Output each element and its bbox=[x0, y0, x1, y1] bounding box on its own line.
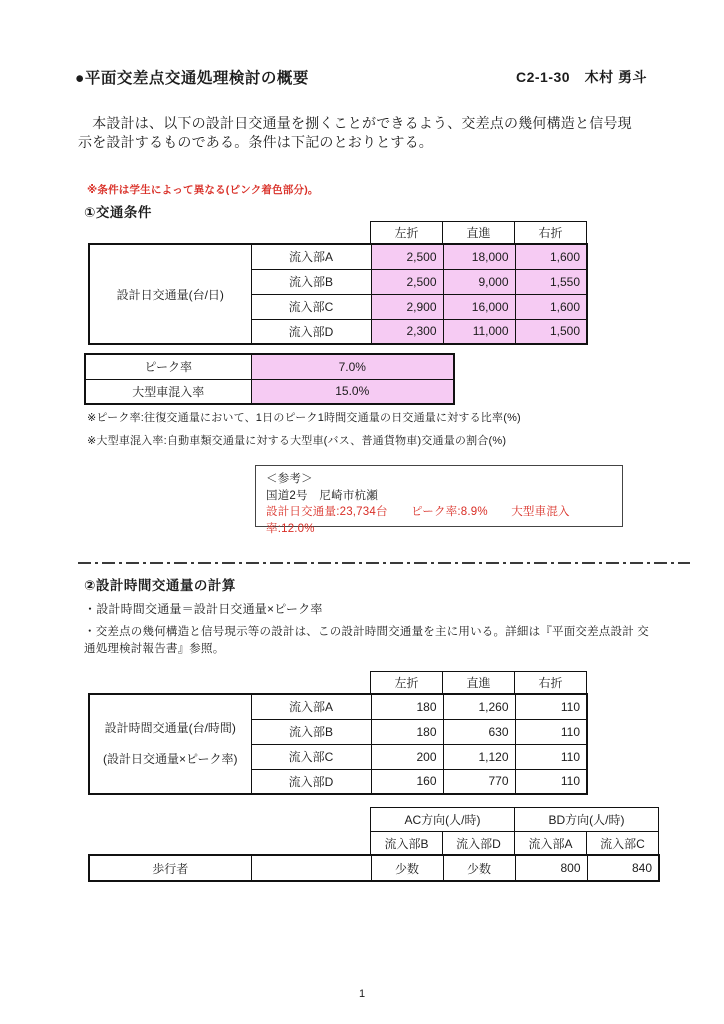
pedestrian-value: 800 bbox=[515, 855, 587, 881]
section2-heading: ②設計時間交通量の計算 bbox=[84, 578, 236, 593]
inflow-name: 流入部D bbox=[251, 319, 371, 344]
rate-label: ピーク率 bbox=[85, 354, 251, 379]
column-header-left-turn: 左折 bbox=[371, 672, 443, 694]
hourly-value: 110 bbox=[515, 769, 587, 794]
daily-table-header bbox=[370, 221, 587, 244]
inflow-name: 流入部B bbox=[251, 269, 371, 294]
page-number: 1 bbox=[358, 988, 366, 1000]
column-header-inflow-a: 流入部A bbox=[515, 832, 587, 855]
pedestrian-value: 少数 bbox=[443, 855, 515, 881]
daily-value: 1,550 bbox=[515, 269, 587, 294]
formula-bullet: ・設計時間交通量＝設計日交通量×ピーク率 bbox=[84, 602, 323, 616]
daily-value: 2,300 bbox=[371, 319, 443, 344]
hourly-traffic-table bbox=[88, 693, 588, 795]
rate-value: 7.0% bbox=[251, 354, 454, 379]
group-header-ac: AC方向(人/時) bbox=[371, 808, 515, 832]
pedestrian-empty-cell bbox=[251, 855, 371, 881]
daily-value: 16,000 bbox=[443, 294, 515, 319]
reference-location: 国道2号 尼崎市杭瀬 bbox=[266, 489, 378, 502]
column-header-inflow-d: 流入部D bbox=[443, 832, 515, 855]
daily-table-label: 設計日交通量(台/日) bbox=[89, 244, 251, 344]
daily-value: 18,000 bbox=[443, 244, 515, 269]
hourly-table-label bbox=[89, 694, 251, 794]
daily-value: 9,000 bbox=[443, 269, 515, 294]
inflow-name: 流入部B bbox=[251, 719, 371, 744]
condition-note: ※条件は学生によって異なる(ピンク着色部分)。 bbox=[87, 184, 319, 196]
section1-heading: ①交通条件 bbox=[84, 205, 152, 220]
column-header-straight: 直進 bbox=[443, 672, 515, 694]
pedestrian-value: 少数 bbox=[371, 855, 443, 881]
pedestrian-table-header bbox=[370, 807, 659, 855]
column-header-inflow-b: 流入部B bbox=[371, 832, 443, 855]
hourly-label-line2: (設計日交通量×ピーク率) bbox=[102, 752, 238, 766]
rates-table bbox=[84, 353, 455, 405]
pedestrian-table bbox=[88, 854, 660, 882]
author-id: C2-1-30 木村 勇斗 bbox=[516, 69, 647, 85]
inflow-name: 流入部A bbox=[251, 694, 371, 719]
rate-value: 15.0% bbox=[251, 379, 454, 404]
daily-value: 11,000 bbox=[443, 319, 515, 344]
group-header-bd: BD方向(人/時) bbox=[515, 808, 659, 832]
daily-value: 1,500 bbox=[515, 319, 587, 344]
hourly-value: 180 bbox=[371, 694, 443, 719]
column-header-left-turn: 左折 bbox=[371, 222, 443, 244]
peak-rate-footnote: ※ピーク率:往復交通量において、1日のピーク1時間交通量の日交通量に対する比率(%) bbox=[87, 412, 521, 424]
hourly-table-header bbox=[370, 671, 587, 694]
inflow-name: 流入部D bbox=[251, 769, 371, 794]
reference-values: 設計日交通量:23,734台 ピーク率:8.9% 大型車混入率:12.0% bbox=[266, 506, 570, 535]
heavy-vehicle-footnote: ※大型車混入率:自動車類交通量に対する大型車(バス、普通貨物車)交通量の割合(%) bbox=[87, 435, 507, 447]
daily-value: 1,600 bbox=[515, 294, 587, 319]
hourly-value: 200 bbox=[371, 744, 443, 769]
hourly-label-line1: 設計時間交通量(台/時間) bbox=[104, 721, 236, 735]
column-header-right-turn: 右折 bbox=[515, 672, 587, 694]
pedestrian-value: 840 bbox=[587, 855, 659, 881]
hourly-value: 110 bbox=[515, 744, 587, 769]
daily-value: 2,500 bbox=[371, 244, 443, 269]
reference-title: ＜参考＞ bbox=[266, 473, 313, 485]
inflow-name: 流入部C bbox=[251, 294, 371, 319]
label-spacer bbox=[90, 737, 251, 751]
intro-paragraph: 本設計は、以下の設計日交通量を捌くことができるよう、交差点の幾何構造と信号現示を設計するものである。条件は下記のとおりとする。 bbox=[78, 115, 632, 150]
hourly-value: 1,120 bbox=[443, 744, 515, 769]
inflow-name: 流入部A bbox=[251, 244, 371, 269]
inflow-name: 流入部C bbox=[251, 744, 371, 769]
column-header-inflow-c: 流入部C bbox=[587, 832, 659, 855]
reference-box bbox=[255, 465, 623, 535]
daily-value: 2,900 bbox=[371, 294, 443, 319]
usage-bullet: ・交差点の幾何構造と信号現示等の設計は、この設計時間交通量を主に用いる。詳細は『平面交差点設計 交通処理検討報告書』参照。 bbox=[84, 626, 649, 655]
daily-value: 1,600 bbox=[515, 244, 587, 269]
page-title: ●平面交差点交通処理検討の概要 bbox=[75, 70, 309, 87]
hourly-value: 630 bbox=[443, 719, 515, 744]
hourly-value: 110 bbox=[515, 719, 587, 744]
pedestrian-row-label: 歩行者 bbox=[89, 855, 251, 881]
daily-value: 2,500 bbox=[371, 269, 443, 294]
hourly-value: 160 bbox=[371, 769, 443, 794]
section-divider bbox=[78, 562, 690, 564]
column-header-right-turn: 右折 bbox=[515, 222, 587, 244]
hourly-value: 180 bbox=[371, 719, 443, 744]
hourly-value: 770 bbox=[443, 769, 515, 794]
hourly-value: 110 bbox=[515, 694, 587, 719]
column-header-straight: 直進 bbox=[443, 222, 515, 244]
daily-traffic-table bbox=[88, 243, 588, 345]
hourly-value: 1,260 bbox=[443, 694, 515, 719]
rate-label: 大型車混入率 bbox=[85, 379, 251, 404]
